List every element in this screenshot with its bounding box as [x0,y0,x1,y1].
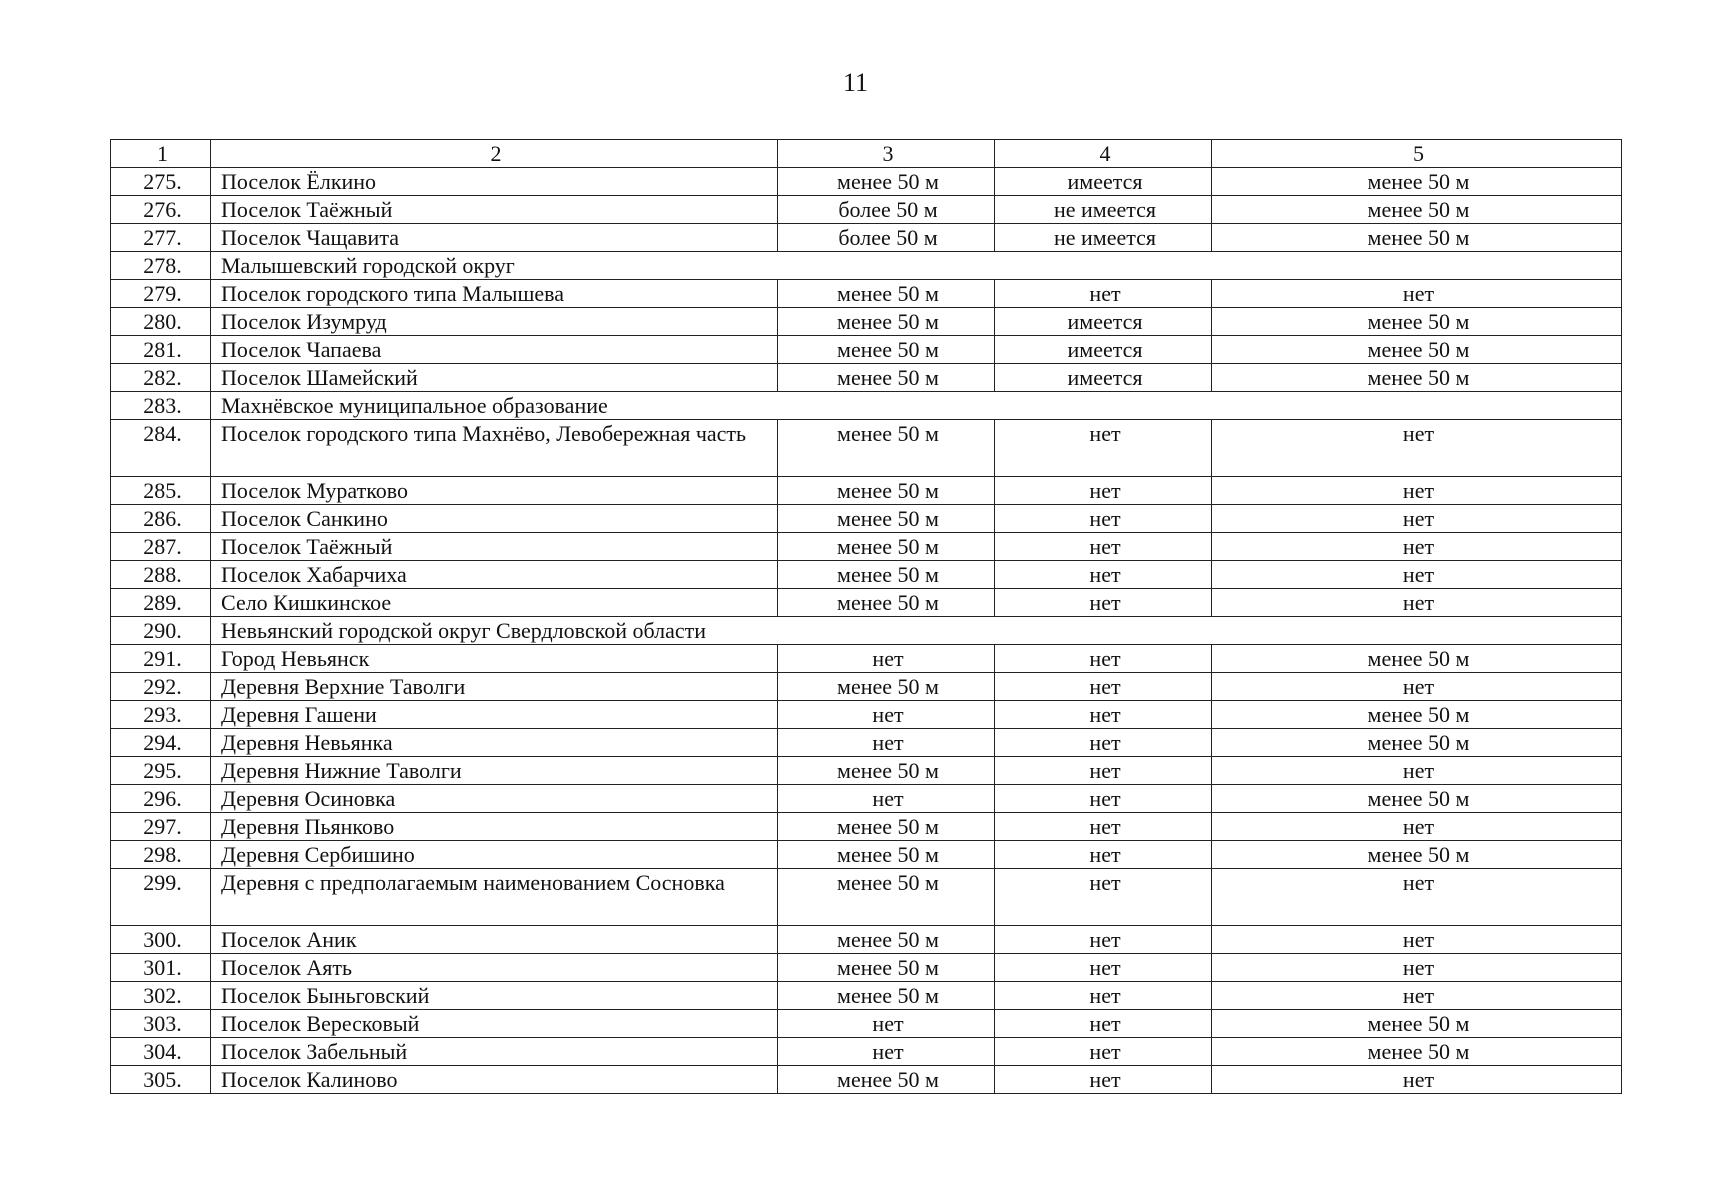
cell-col-5: менее 50 м [1212,1038,1622,1066]
cell-col-5: нет [1212,420,1622,477]
row-number: 302. [111,982,211,1010]
cell-col-5: нет [1212,505,1622,533]
cell-col-5: менее 50 м [1212,785,1622,813]
cell-col-5: менее 50 м [1212,196,1622,224]
cell-col-5: менее 50 м [1212,168,1622,196]
cell-col-3: нет [778,1038,995,1066]
row-number: 281. [111,336,211,364]
cell-col-5: менее 50 м [1212,841,1622,869]
cell-col-3: нет [778,785,995,813]
row-number: 292. [111,673,211,701]
table-row [111,813,1622,841]
table-row [111,196,1622,224]
cell-col-5: нет [1212,589,1622,617]
header-col-4: 4 [995,140,1212,168]
settlement-name: Поселок Таёжный [211,533,778,561]
cell-col-3: нет [778,645,995,673]
cell-col-4: нет [995,954,1212,982]
cell-col-5: менее 50 м [1212,336,1622,364]
table-row [111,280,1622,308]
cell-col-3: менее 50 м [778,280,995,308]
settlement-name: Поселок городского типа Малышева [211,280,778,308]
cell-col-3: менее 50 м [778,813,995,841]
settlement-name: Поселок Ёлкино [211,168,778,196]
cell-col-5: менее 50 м [1212,1010,1622,1038]
row-number: 276. [111,196,211,224]
table-row [111,168,1622,196]
row-number: 296. [111,785,211,813]
cell-col-4: нет [995,673,1212,701]
row-number: 282. [111,364,211,392]
table-row [111,841,1622,869]
cell-col-3: менее 50 м [778,673,995,701]
table-row [111,364,1622,392]
cell-col-4: имеется [995,336,1212,364]
settlement-name: Деревня Верхние Таволги [211,673,778,701]
page-number: 11 [842,68,869,97]
table-row [111,589,1622,617]
table-row [111,869,1622,926]
cell-col-4: нет [995,1038,1212,1066]
row-number: 290. [111,617,211,645]
table-row [111,645,1622,673]
cell-col-5: нет [1212,477,1622,505]
table-row [111,926,1622,954]
table-section-row [111,252,1622,280]
settlements-table [110,139,1622,1094]
table-row [111,729,1622,757]
cell-col-5: нет [1212,1066,1622,1094]
cell-col-3: более 50 м [778,196,995,224]
row-number: 303. [111,1010,211,1038]
cell-col-3: нет [778,729,995,757]
settlement-name: Поселок Калиново [211,1066,778,1094]
row-number: 285. [111,477,211,505]
settlement-name: Деревня Сербишино [211,841,778,869]
row-number: 288. [111,561,211,589]
settlement-name: Поселок Шамейский [211,364,778,392]
table-section-row [111,392,1622,420]
settlement-name: Поселок Чащавита [211,224,778,252]
row-number: 297. [111,813,211,841]
cell-col-5: менее 50 м [1212,645,1622,673]
cell-col-5: менее 50 м [1212,224,1622,252]
row-number: 291. [111,645,211,673]
table-row [111,1038,1622,1066]
cell-col-5: нет [1212,757,1622,785]
cell-col-5: нет [1212,813,1622,841]
table-row [111,1010,1622,1038]
cell-col-4: нет [995,869,1212,926]
cell-col-3: менее 50 м [778,505,995,533]
cell-col-4: нет [995,1066,1212,1094]
cell-col-4: нет [995,561,1212,589]
header-col-5: 5 [1212,140,1622,168]
cell-col-3: менее 50 м [778,168,995,196]
settlement-name: Поселок Забельный [211,1038,778,1066]
cell-col-5: менее 50 м [1212,308,1622,336]
cell-col-5: нет [1212,673,1622,701]
settlement-name: Деревня с предполагаемым наименованием Сосновка [211,869,778,926]
settlement-name: Поселок Чапаева [211,336,778,364]
cell-col-4: нет [995,701,1212,729]
cell-col-4: нет [995,420,1212,477]
settlement-name: Поселок Аник [211,926,778,954]
cell-col-4: нет [995,645,1212,673]
cell-col-3: менее 50 м [778,364,995,392]
cell-col-4: имеется [995,364,1212,392]
cell-col-5: менее 50 м [1212,701,1622,729]
header-col-2: 2 [211,140,778,168]
cell-col-4: нет [995,841,1212,869]
cell-col-5: нет [1212,533,1622,561]
row-number: 300. [111,926,211,954]
cell-col-3: менее 50 м [778,926,995,954]
cell-col-3: менее 50 м [778,869,995,926]
cell-col-3: менее 50 м [778,561,995,589]
section-title: Невьянский городской округ Свердловской области [211,617,1622,645]
settlement-name: Город Невьянск [211,645,778,673]
cell-col-4: нет [995,589,1212,617]
table-row [111,1066,1622,1094]
settlement-name: Поселок Санкино [211,505,778,533]
cell-col-4: нет [995,1010,1212,1038]
table-row [111,533,1622,561]
row-number: 280. [111,308,211,336]
section-title: Махнёвское муниципальное образование [211,392,1622,420]
table-row [111,420,1622,477]
row-number: 275. [111,168,211,196]
header-col-3: 3 [778,140,995,168]
cell-col-3: менее 50 м [778,954,995,982]
settlement-name: Деревня Гашени [211,701,778,729]
settlement-name: Деревня Нижние Таволги [211,757,778,785]
cell-col-3: менее 50 м [778,308,995,336]
table-row [111,336,1622,364]
cell-col-4: нет [995,280,1212,308]
settlement-name: Поселок городского типа Махнёво, Левобережная часть [211,420,778,477]
cell-col-4: нет [995,982,1212,1010]
row-number: 278. [111,252,211,280]
row-number: 294. [111,729,211,757]
table-row [111,982,1622,1010]
settlement-name: Поселок Быньговский [211,982,778,1010]
settlement-name: Деревня Невьянка [211,729,778,757]
table-row [111,505,1622,533]
cell-col-4: нет [995,729,1212,757]
cell-col-5: менее 50 м [1212,729,1622,757]
cell-col-4: нет [995,505,1212,533]
cell-col-4: нет [995,813,1212,841]
cell-col-5: нет [1212,982,1622,1010]
cell-col-4: нет [995,757,1212,785]
cell-col-3: менее 50 м [778,589,995,617]
settlement-name: Деревня Осиновка [211,785,778,813]
table-row [111,757,1622,785]
cell-col-3: менее 50 м [778,533,995,561]
settlement-name: Поселок Хабарчиха [211,561,778,589]
row-number: 299. [111,869,211,926]
row-number: 295. [111,757,211,785]
section-title: Малышевский городской округ [211,252,1622,280]
table-section-row [111,617,1622,645]
row-number: 305. [111,1066,211,1094]
table-row [111,785,1622,813]
cell-col-5: нет [1212,280,1622,308]
cell-col-3: нет [778,701,995,729]
header-col-1: 1 [111,140,211,168]
settlement-name: Село Кишкинское [211,589,778,617]
row-number: 301. [111,954,211,982]
cell-col-3: менее 50 м [778,1066,995,1094]
cell-col-5: нет [1212,954,1622,982]
table-row [111,954,1622,982]
row-number: 286. [111,505,211,533]
cell-col-4: нет [995,477,1212,505]
cell-col-5: нет [1212,926,1622,954]
cell-col-3: менее 50 м [778,841,995,869]
row-number: 298. [111,841,211,869]
settlement-name: Деревня Пьянково [211,813,778,841]
cell-col-3: менее 50 м [778,757,995,785]
cell-col-4: нет [995,926,1212,954]
cell-col-4: не имеется [995,196,1212,224]
table-row [111,477,1622,505]
cell-col-3: менее 50 м [778,477,995,505]
cell-col-3: менее 50 м [778,336,995,364]
cell-col-4: имеется [995,168,1212,196]
cell-col-4: имеется [995,308,1212,336]
table-row [111,308,1622,336]
cell-col-3: менее 50 м [778,420,995,477]
settlement-name: Поселок Вересковый [211,1010,778,1038]
settlement-name: Поселок Изумруд [211,308,778,336]
row-number: 277. [111,224,211,252]
cell-col-5: менее 50 м [1212,364,1622,392]
table-row [111,673,1622,701]
table-row [111,561,1622,589]
row-number: 279. [111,280,211,308]
row-number: 287. [111,533,211,561]
row-number: 284. [111,420,211,477]
settlement-name: Поселок Аять [211,954,778,982]
settlement-name: Поселок Муратково [211,477,778,505]
table-row [111,224,1622,252]
table-row [111,701,1622,729]
table-header-row [111,140,1622,168]
cell-col-4: не имеется [995,224,1212,252]
row-number: 289. [111,589,211,617]
cell-col-3: менее 50 м [778,982,995,1010]
cell-col-5: нет [1212,869,1622,926]
row-number: 283. [111,392,211,420]
row-number: 293. [111,701,211,729]
row-number: 304. [111,1038,211,1066]
cell-col-4: нет [995,785,1212,813]
settlement-name: Поселок Таёжный [211,196,778,224]
cell-col-5: нет [1212,561,1622,589]
cell-col-3: нет [778,1010,995,1038]
cell-col-4: нет [995,533,1212,561]
cell-col-3: более 50 м [778,224,995,252]
